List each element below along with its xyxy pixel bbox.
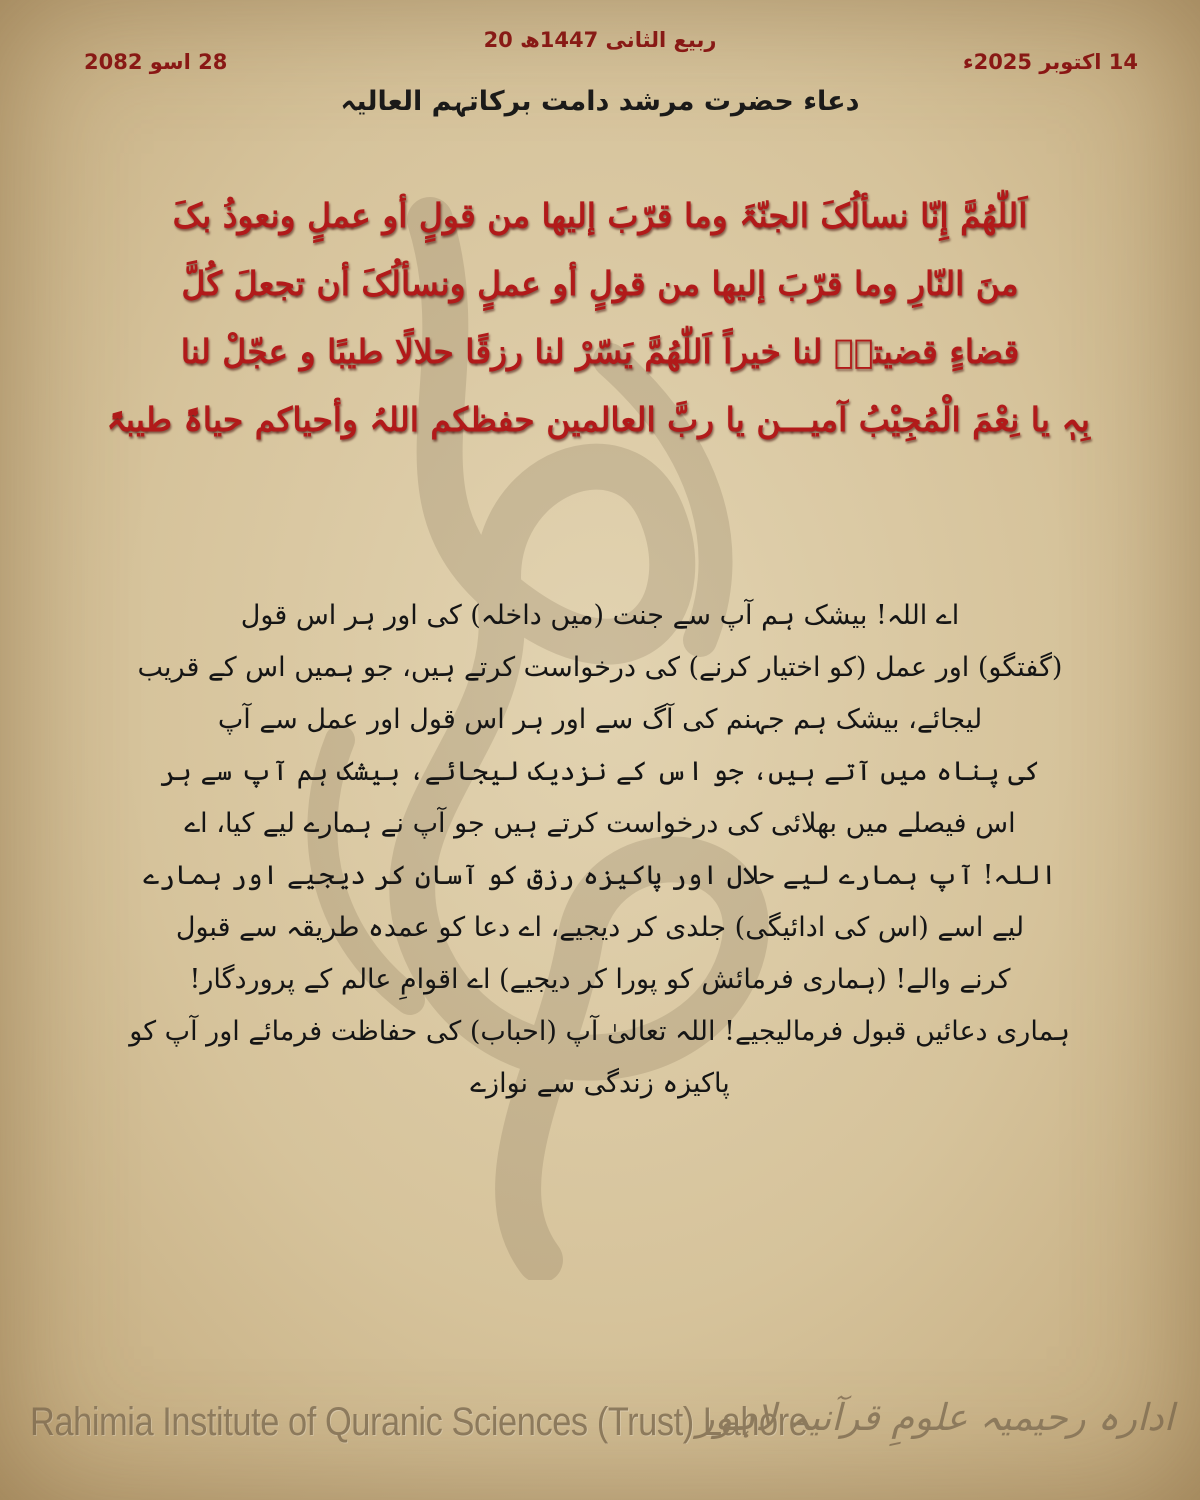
urdu-translation-line: اللہ! آپ ہمارے لیے حلال اور پاکیزہ رزق کو آسان کر دیجیے اور ہمارے (143, 860, 1057, 891)
arabic-dua-line: قضاءٍ قضیتہٗ لنا خیراً اَللّٰھُمَّ یَسّرْ لنا رزقًا حلالًا طیبًا و عجّلْ لنا (180, 332, 1020, 371)
urdu-translation (130, 590, 1070, 1110)
institute-logo (696, 1388, 1180, 1468)
urdu-translation-line: پاکیزہ زندگی سے نوازے (470, 1068, 730, 1099)
urdu-translation-line: اے اللہ! بیشک ہم آپ سے جنت (میں داخلہ) کی اور ہر اس قول (240, 600, 960, 631)
urdu-translation-line: کرنے والے! (ہماری فرمائش کو پورا کر دیجیے) اے اقوامِ عالم کے پروردگار! (189, 964, 1011, 995)
page-title: دعاء حضرت مرشد دامت برکاتہم العالیہ (340, 86, 860, 117)
arabic-dua-line: اَللّٰھُمَّ إِنّا نسألُکَ الجنّۃَ وما قرّبَ إلیھا من قولٍ أو عملٍ ونعوذُ بکَ (172, 196, 1028, 235)
arabic-dua-line: منَ النّارِ وما قرّبَ إلیھا من قولٍ أو عملٍ ونسألُکَ أن تجعلَ کُلَّ (181, 264, 1019, 303)
institute-name-english: Rahimia Institute of Quranic Sciences (Trust) Lahore (30, 1400, 808, 1444)
arabic-dua (106, 182, 1090, 454)
urdu-translation-line: کی پناہ میں آتے ہیں، جو اس کے نزدیک لیجائے، بیشک ہم آپ سے ہر (160, 756, 1040, 787)
gregorian-date: 14 اکتوبر 2025ء (962, 50, 1138, 74)
urdu-translation-line: لیے اسے (اس کی ادائیگی) جلدی کر دیجیے، اے دعا کو عمدہ طریقہ سے قبول (175, 912, 1025, 943)
urdu-translation-line: ہماری دعائیں قبول فرمالیجیے! اللہ تعالیٰ آپ (احباب) کی حفاظت فرمائے اور آپ کو (129, 1016, 1070, 1047)
urdu-translation-line: اس فیصلے میں بھلائی کی درخواست کرتے ہیں جو آپ نے ہمارے لیے کیا، اے (184, 808, 1016, 839)
urdu-translation-line: (گفتگو) اور عمل (کو اختیار کرنے) کی درخواست کرتے ہیں، جو ہمیں اس کے قریب (137, 652, 1063, 683)
institute-name-urdu: ادارہ رحیمیہ علومِ قرآنیہ لاہور (696, 1396, 1174, 1439)
bikrami-date: 28 اسو 2082 (84, 50, 228, 74)
urdu-translation-line: لیجائے، بیشک ہم جہنم کی آگ سے اور ہر اس قول اور عمل سے آپ (217, 704, 983, 735)
arabic-dua-line: بِہٖ یا نِعْمَ الْمُجِیْبُ آمیـــن یا ربَّ العالمین حفظکم اللہُ وأحیاکم حیاۃً طیبۃً (106, 400, 1090, 439)
hijri-date: 20 ربیع الثانی 1447ھ (483, 28, 717, 52)
